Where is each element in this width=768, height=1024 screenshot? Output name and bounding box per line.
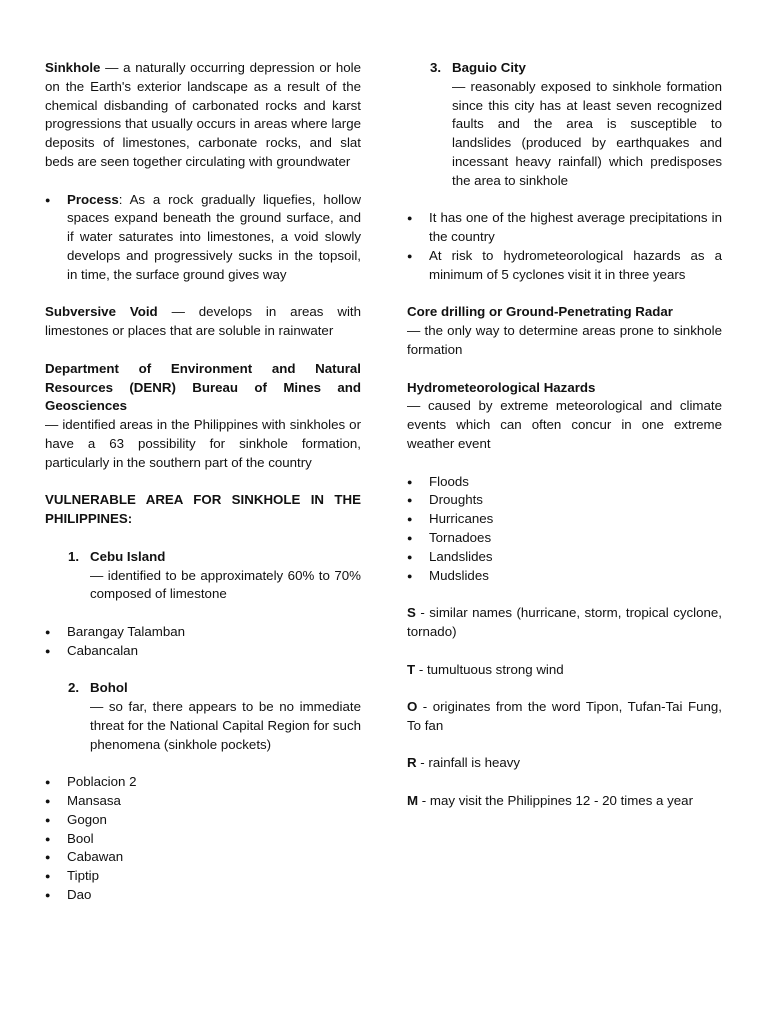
list-item: ● Bool bbox=[45, 830, 361, 849]
list-item: ● Hurricanes bbox=[407, 510, 722, 529]
list-item: ● Tiptip bbox=[45, 867, 361, 886]
list-item: ● Cabawan bbox=[45, 848, 361, 867]
core-drilling-title: Core drilling or Ground-Penetrating Radar bbox=[407, 304, 673, 320]
list-item: ● Poblacion 2 bbox=[45, 773, 361, 792]
bohol-list bbox=[45, 773, 361, 905]
hydro-definition: — caused by extreme meteorological and climate events which can often concur in one extreme weather event bbox=[407, 398, 722, 451]
right-column bbox=[407, 59, 722, 811]
list-item: ● Mudslides bbox=[407, 567, 722, 586]
list-item: ● Mansasa bbox=[45, 792, 361, 811]
list-item: ● At risk to hydrometeorological hazards as a minimum of 5 cyclones visit it in three years bbox=[407, 247, 722, 285]
list-item: ● Tornadoes bbox=[407, 529, 722, 548]
area-cebu: 1. Cebu Island — identified to be approximately 60% to 70% composed of limestone bbox=[68, 548, 361, 604]
list-item: ● It has one of the highest average precipitations in the country bbox=[407, 209, 722, 247]
list-item: ● Dao bbox=[45, 886, 361, 905]
storm-acronym-r: R - rainfall is heavy bbox=[407, 755, 521, 771]
denr-definition: — identified areas in the Philippines with sinkholes or have a 63 possibility for sinkhole formation, particularly in the southern part of the country bbox=[45, 417, 361, 470]
list-item: ● Droughts bbox=[407, 491, 722, 510]
storm-acronym-m: M - may visit the Philippines 12 - 20 times a year bbox=[407, 793, 693, 809]
area-baguio: 3. Baguio City — reasonably exposed to sinkhole formation since this city has at least seven recognized faults and the area is susceptible to landslides (produced by earthquakes and incessant heavy rainfall) which predisposes the area to sinkhole bbox=[430, 59, 722, 191]
area-name: Bohol bbox=[90, 680, 128, 696]
storm-acronym-t: T - tumultuous strong wind bbox=[407, 661, 564, 677]
denr-title: Department of Environment and Natural Resources (DENR) Bureau of Mines and Geosciences bbox=[45, 360, 361, 414]
hazard-list bbox=[407, 473, 722, 586]
term-sinkhole: Sinkhole bbox=[45, 60, 101, 75]
list-item: ● Floods bbox=[407, 473, 722, 492]
area-bohol: 2. Bohol — so far, there appears to be no immediate threat for the National Capital Region for such phenomena (sinkhole pockets) bbox=[68, 679, 361, 754]
hydro-title: Hydrometeorological Hazards bbox=[407, 379, 596, 395]
area-description: — identified to be approximately 60% to 70% composed of limestone bbox=[90, 567, 361, 602]
baguio-list bbox=[407, 209, 722, 284]
cebu-list bbox=[45, 623, 361, 661]
process-list bbox=[45, 191, 361, 285]
list-item: ● Barangay Talamban bbox=[45, 623, 361, 642]
area-description: — reasonably exposed to sinkhole formation since this city has at least seven recognized faults and the area is susceptible to landslides (produced by earthquakes and incessant heavy rainfall) which predisposes the area to sinkhole bbox=[452, 78, 722, 188]
sinkhole-definition: Sinkhole — a naturally occurring depression or hole on the Earth's exterior landscape as a result of the chemical disbanding of carbonated rocks and karst progressions that usually occurs in areas where large deposits of limestones, carbonate rocks, and slat beds are seen together circulating with groundwater bbox=[45, 60, 361, 169]
area-description: — so far, there appears to be no immediate threat for the National Capital Region for such phenomena (sinkhole pockets) bbox=[90, 699, 361, 752]
subversive-void-definition: Subversive Void — develops in areas with limestones or places that are soluble in rainwater bbox=[45, 304, 361, 339]
storm-acronym-s: S - similar names (hurricane, storm, tropical cyclone, tornado) bbox=[407, 605, 722, 639]
area-name: Baguio City bbox=[452, 60, 526, 75]
list-item: ● Cabancalan bbox=[45, 642, 361, 661]
list-item: ● Landslides bbox=[407, 548, 722, 567]
list-item: ● Process: As a rock gradually liquefies, hollow spaces expand beneath the ground surface, and if water saturates into limestones, a void slowly develops and progressively sucks in the topsoil, in time, the surface ground gives way bbox=[45, 191, 361, 285]
core-drilling-definition: — the only way to determine areas prone to sinkhole formation bbox=[407, 323, 722, 357]
area-name: Cebu Island bbox=[90, 548, 166, 564]
section-heading: VULNERABLE AREA FOR SINKHOLE IN THE PHILIPPINES: bbox=[45, 492, 361, 527]
left-column bbox=[45, 59, 361, 905]
storm-acronym-o: O - originates from the word Tipon, Tufan-Tai Fung, To fan bbox=[407, 699, 722, 733]
list-item: ● Gogon bbox=[45, 811, 361, 830]
